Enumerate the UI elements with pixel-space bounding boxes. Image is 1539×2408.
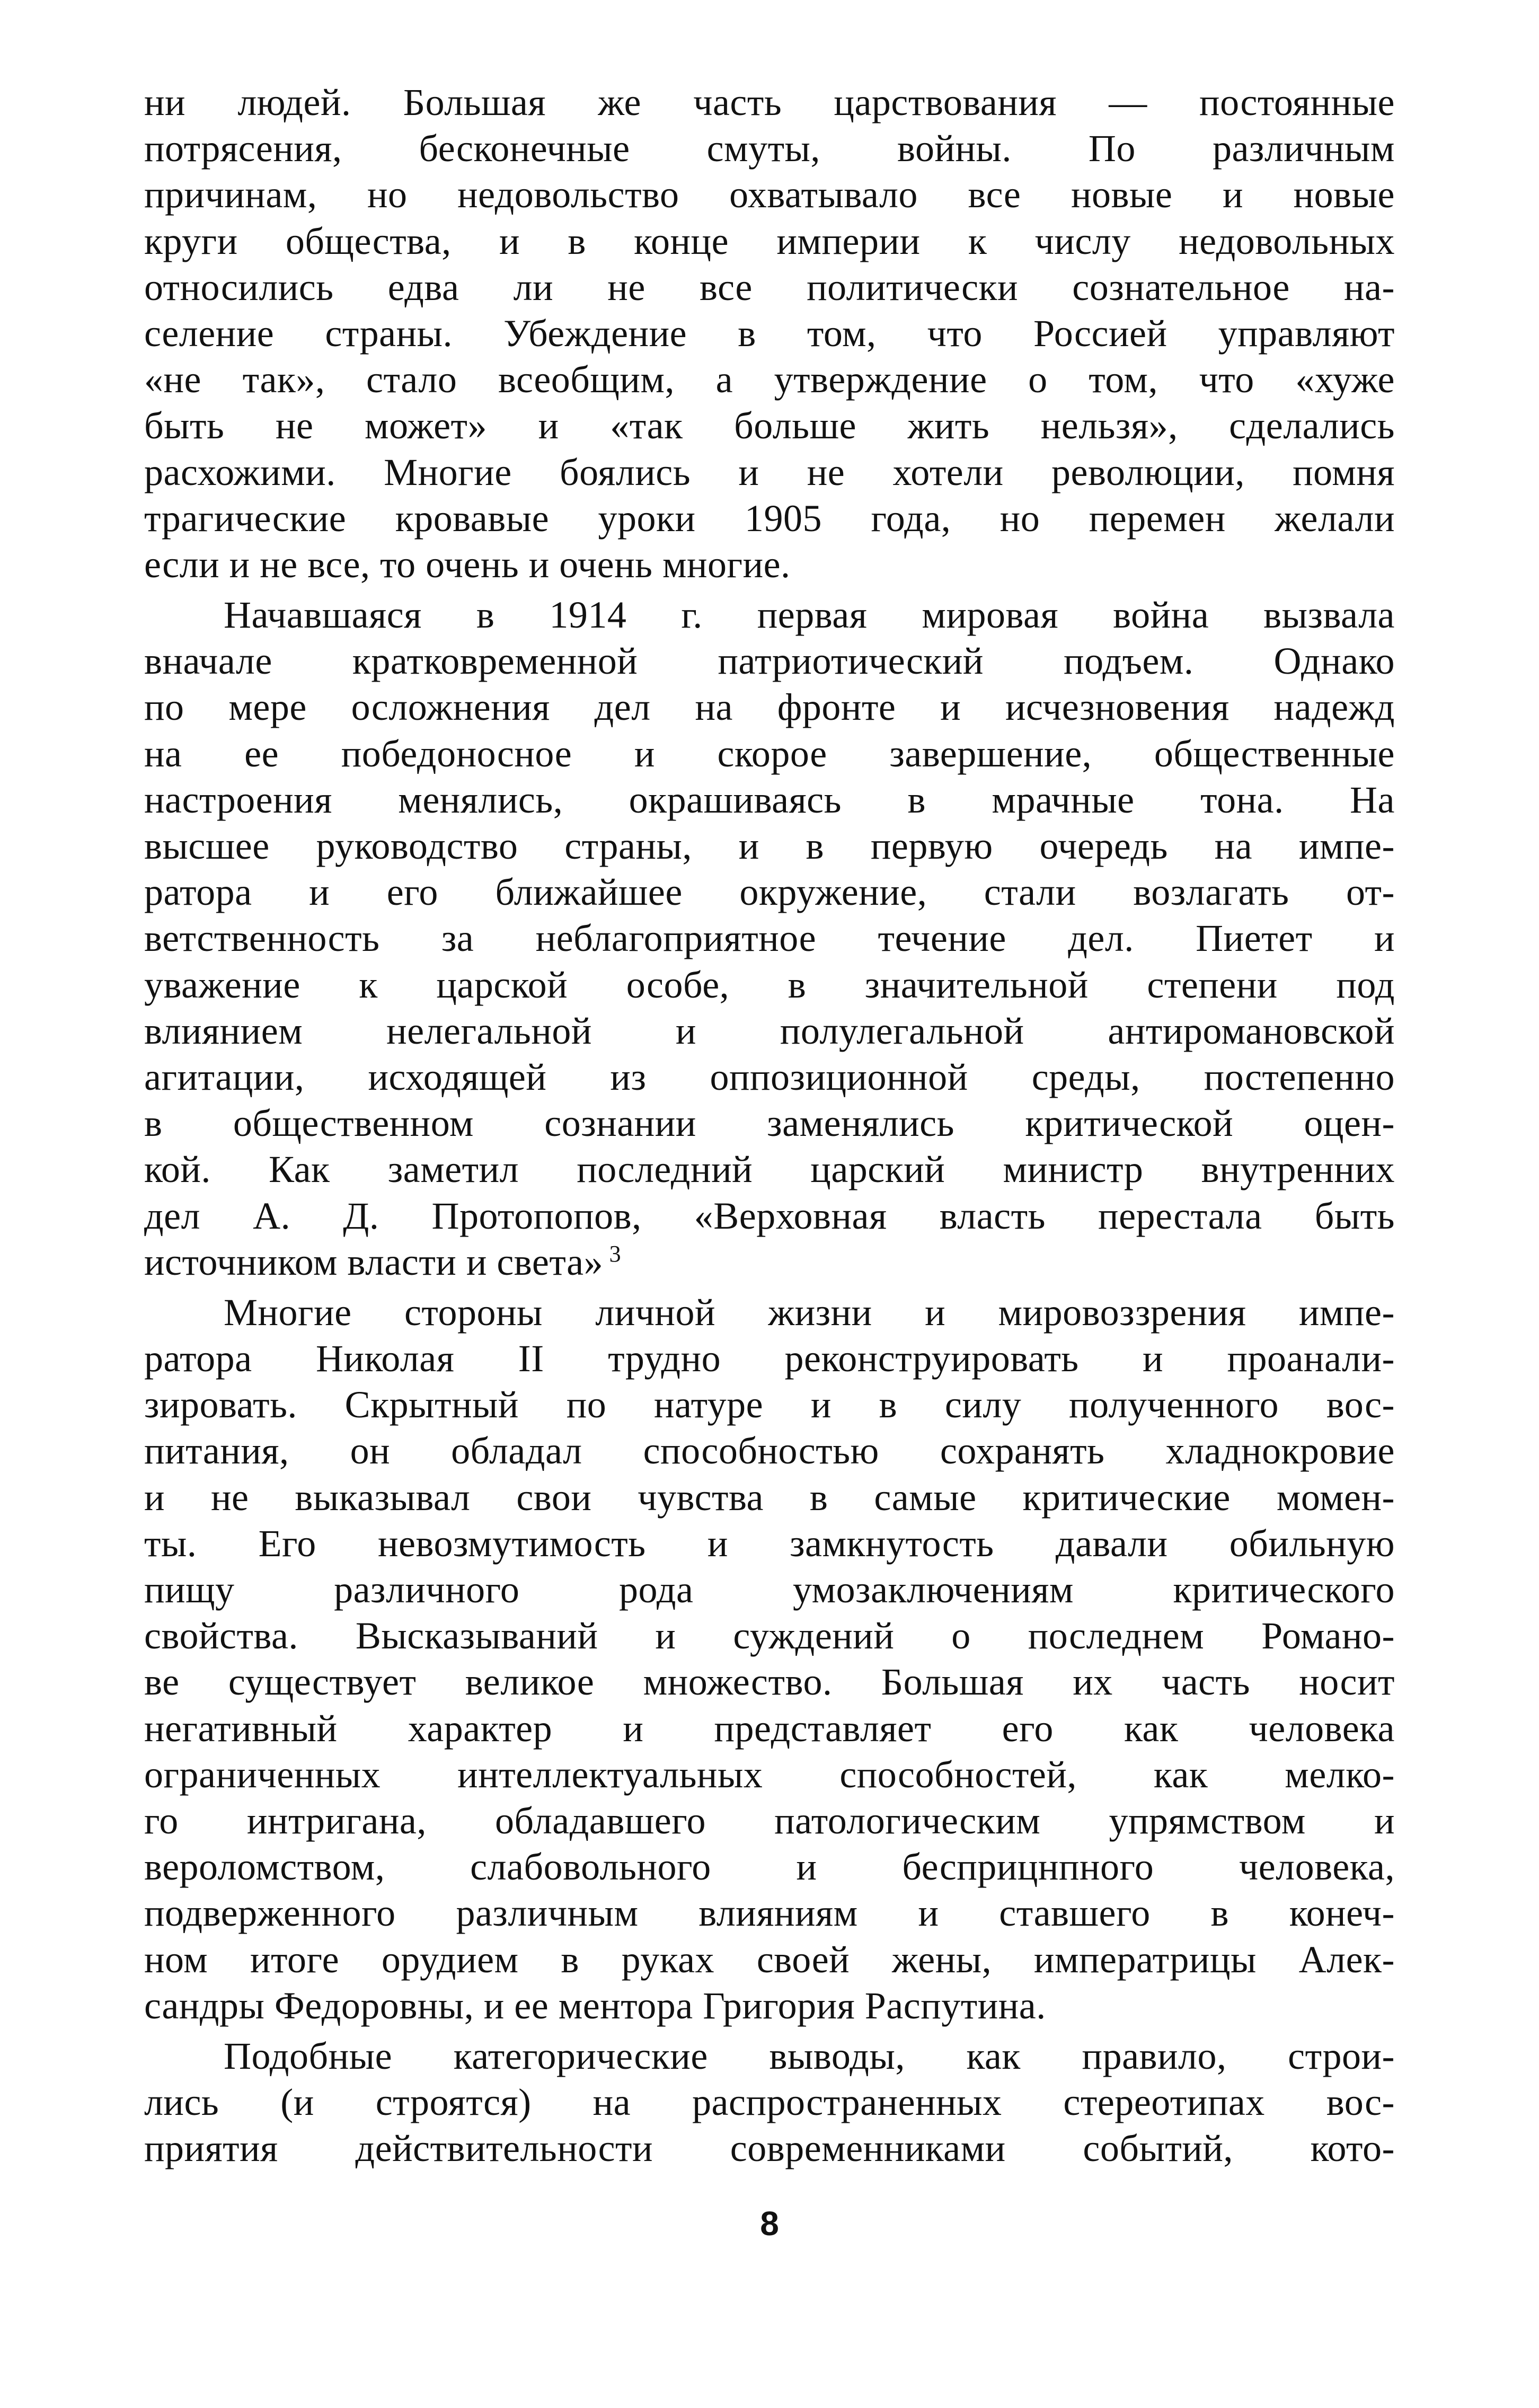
text-line: круги общества, и в конце империи к числу недовольных (144, 219, 1395, 262)
text-line: влиянием нелегальной и полулегальной антиромановской (144, 1009, 1395, 1052)
text-line: дел А. Д. Протопопов, «Верховная власть перестала быть (144, 1194, 1395, 1237)
paragraph (144, 80, 1395, 588)
text-line: ни людей. Большая же часть царствования — постоянные (144, 81, 1395, 124)
text-line: высшее руководство страны, и в первую очередь на импе- (144, 825, 1395, 867)
text-line: и не выказывал свои чувства в самые критические момен- (144, 1476, 1395, 1519)
text-line: ратора Николая II трудно реконструировать и проанали- (144, 1337, 1395, 1380)
text-line: зировать. Скрытный по натуре и в силу полученного вос- (144, 1383, 1395, 1426)
text-line: пищу различного рода умозаключениям критического (144, 1568, 1395, 1611)
text-line: ратора и его ближайшее окружение, стали возлагать от- (144, 871, 1395, 914)
text-line: на ее победоносное и скорое завершение, общественные (144, 732, 1395, 775)
page-body (144, 80, 1395, 2172)
text-line: кой. Как заметил последний царский министр внутренних (144, 1148, 1395, 1191)
text-line: Начавшаяся в 1914 г. первая мировая война вызвала (224, 594, 1395, 637)
paragraph (144, 592, 1395, 1285)
text-line: если и не все, то очень и очень многие. (144, 543, 791, 586)
text-line: Подобные категорические выводы, как правило, строи- (224, 2034, 1395, 2077)
text-line: вероломством, слабовольного и бесприцнпного человека, (144, 1846, 1395, 1889)
text-line: причинам, но недовольство охватывало все новые и новые (144, 173, 1395, 216)
text-line: негативный характер и представляет его как человека (144, 1707, 1395, 1750)
footnote-marker[interactable]: 3 (603, 1240, 622, 1267)
text-line: питания, он обладал способностью сохранять хладнокровие (144, 1430, 1395, 1472)
text-line: Многие стороны личной жизни и мировоззрения импе- (224, 1291, 1395, 1334)
text-line: сандры Федоровны, и ее ментора Григория Распутина. (144, 1984, 1046, 2027)
text-line: селение страны. Убеждение в том, что Россией управляют (144, 312, 1395, 355)
text-line: в общественном сознании заменялись критической оцен- (144, 1102, 1395, 1145)
text-line: подверженного различным влияниям и ставшего в конеч- (144, 1892, 1395, 1935)
text-line: «не так», стало всеобщим, а утверждение о том, что «хуже (144, 358, 1395, 401)
text-line: настроения менялись, окрашиваясь в мрачные тона. На (144, 778, 1395, 821)
text-line: го интригана, обладавшего патологическим упрямством и (144, 1799, 1395, 1842)
text-line: ограниченных интеллектуальных способностей, как мелко- (144, 1753, 1395, 1796)
paragraph (144, 1290, 1395, 2029)
text-line: потрясения, бесконечные смуты, войны. По различным (144, 127, 1395, 170)
text-line: уважение к царской особе, в значительной степени под (144, 963, 1395, 1006)
text-line: лись (и строятся) на распространенных стереотипах вос- (144, 2081, 1395, 2124)
text-line: источником власти и света» $^3$ (144, 1240, 622, 1283)
text-line: агитации, исходящей из оппозиционной среды, постепенно (144, 1055, 1395, 1098)
text-line: ветственность за неблагоприятное течение дел. Пиетет и (144, 917, 1395, 960)
paragraph (144, 2033, 1395, 2172)
text-line: ве существует великое множество. Большая их часть носит (144, 1661, 1395, 1704)
text-line: трагические кровавые уроки 1905 года, но перемен желали (144, 497, 1395, 540)
text-line: вначале кратковременной патриотический подъем. Однако (144, 640, 1395, 683)
page-number: 8 (760, 2204, 779, 2243)
text-line: быть не может» и «так больше жить нельзя», сделались (144, 404, 1395, 447)
text-line: свойства. Высказываний и суждений о последнем Романо- (144, 1615, 1395, 1657)
text-line: ты. Его невозмутимость и замкнутость давали обильную (144, 1522, 1395, 1565)
text-line: по мере осложнения дел на фронте и исчезновения надежд (144, 686, 1395, 729)
text-line: ном итоге орудием в руках своей жены, императрицы Алек- (144, 1938, 1395, 1981)
text-line: относились едва ли не все политически сознательное на- (144, 266, 1395, 308)
text-line: расхожими. Многие боялись и не хотели революции, помня (144, 451, 1395, 493)
text-line: приятия действительности современниками событий, кото- (144, 2127, 1395, 2170)
